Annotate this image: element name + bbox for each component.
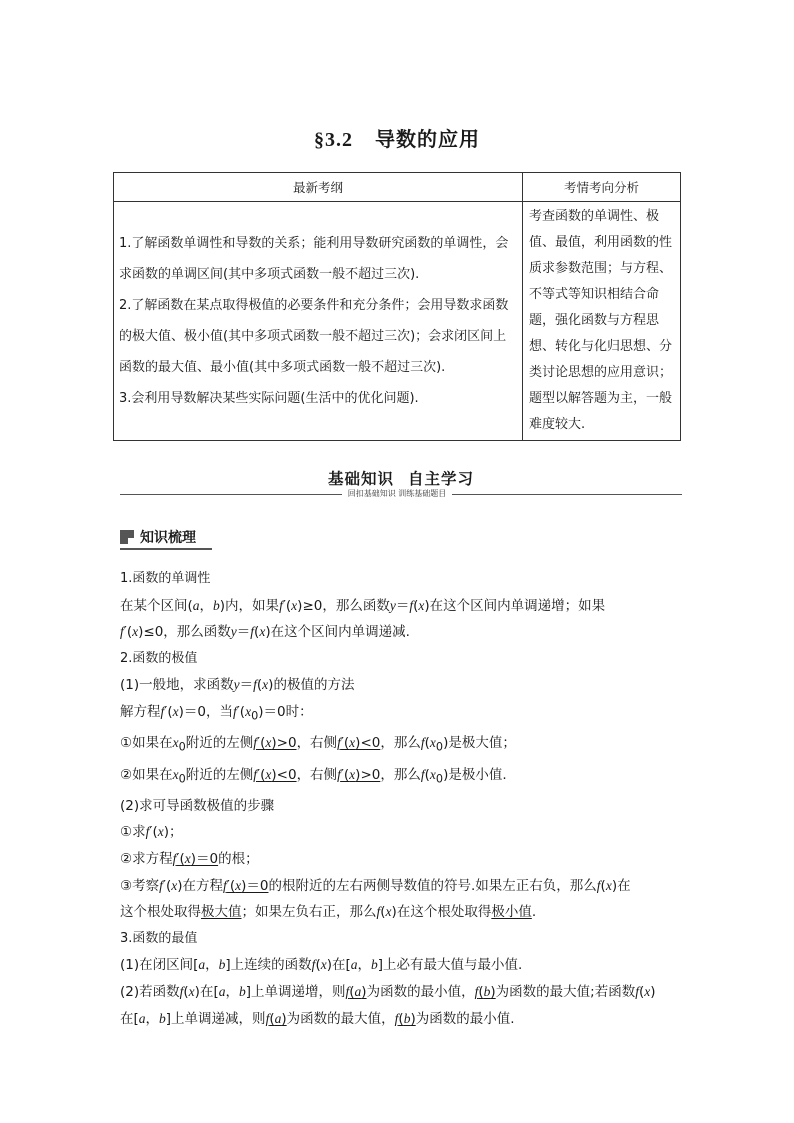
paragraph: 这个根处取得极大值；如果左负右正，那么f(x)在这个根处取得极小值.: [120, 904, 537, 921]
paragraph: ③考察f′(x)在方程f′(x)＝0的根附近的左右两侧导数值的符号.如果左正右负，那么f(x)在: [120, 877, 631, 894]
outline-right-cell: [523, 202, 681, 441]
banner-subtitle: [0, 488, 794, 499]
paragraph: f′(x)≤0，那么函数y＝f(x)在这个区间内单调递减.: [120, 624, 410, 641]
outline-table: [113, 172, 681, 441]
section-underline: [120, 548, 212, 550]
paragraph: (1)在闭区间[a，b]上连续的函数f(x)在[a，b]上必有最大值与最小值.: [120, 957, 523, 974]
heading-extremum: 2.函数的极值: [120, 650, 198, 666]
heading-max-min: 3.函数的最值: [120, 930, 198, 946]
outline-item: 3.会利用导数解决某些实际问题(生活中的优化问题).: [119, 391, 419, 406]
page-title: [0, 123, 794, 152]
analysis-text: 考查函数的单调性、极值、最值，利用函数的性质求参数范围；与方程、不等式等知识相结合命题，强化函数与方程思想、转化与化归思想、分类讨论思想的应用意识；题型以解答题为主，一般难度较大.: [529, 209, 673, 432]
section-label: 知识梳理: [140, 529, 196, 546]
paragraph: ②求方程f′(x)＝0的根；: [120, 851, 259, 867]
paragraph: ①求f′(x)；: [120, 824, 183, 841]
outline-item: 2.了解函数在某点取得极值的必要条件和充分条件；会用导数求函数的极大值、极小值(其中多项式函数一般不超过三次)；会求闭区间上函数的最大值、最小值(其中多项式函数一般不超过三次).: [119, 298, 509, 375]
section-banner: [120, 467, 682, 489]
paragraph: 解方程f′(x)＝0，当$f'(x_0)=0$时：: [120, 703, 313, 723]
banner-subtitle-text: 回扣基础知识 训练基础题目: [342, 489, 453, 498]
knowledge-content: [120, 566, 682, 1032]
section-number: §3.2: [314, 129, 353, 151]
paragraph: (2)若函数f(x)在[a，b]上单调递增，则f(a)为函数的最小值，f(b)为函数的最大值;若函数f(x): [120, 983, 656, 1000]
banner-title-a: 基础知识: [327, 470, 394, 488]
paragraph: 在[a，b]上单调递减，则f(a)为函数的最大值，f(b)为函数的最小值.: [120, 1010, 515, 1027]
section-heading: [120, 526, 196, 547]
outline-header-left: 最新考纲: [114, 173, 523, 202]
paragraph: ②如果在$x_0$附近的左侧f′(x)<0，右侧f′(x)>0，那么$f(x_0)$是极小值.: [120, 766, 507, 786]
banner-title: [120, 467, 682, 489]
outline-left-cell: [114, 202, 523, 441]
heading-monotonicity: 1.函数的单调性: [120, 571, 211, 586]
paragraph: (2)求可导函数极值的步骤: [120, 797, 275, 814]
paragraph: 在某个区间(a，b)内，如果f′(x)≥0，那么函数y＝f(x)在这个区间内单调递增；如果: [120, 597, 606, 614]
paragraph: (1)一般地，求函数y＝f(x)的极值的方法: [120, 677, 355, 694]
banner-title-b: 自主学习: [408, 470, 475, 488]
paragraph: ①如果在$x_0$附近的左侧f′(x)>0，右侧f′(x)<0，那么$f(x_0)$是极大值；: [120, 735, 516, 754]
outline-item: 1.了解函数单调性和导数的关系；能利用导数研究函数的单调性，会求函数的单调区间(其中多项式函数一般不超过三次).: [119, 236, 509, 282]
section-title: 导数的应用: [375, 127, 480, 151]
section-square-icon: [120, 530, 134, 544]
outline-header-right: 考情考向分析: [523, 173, 681, 202]
